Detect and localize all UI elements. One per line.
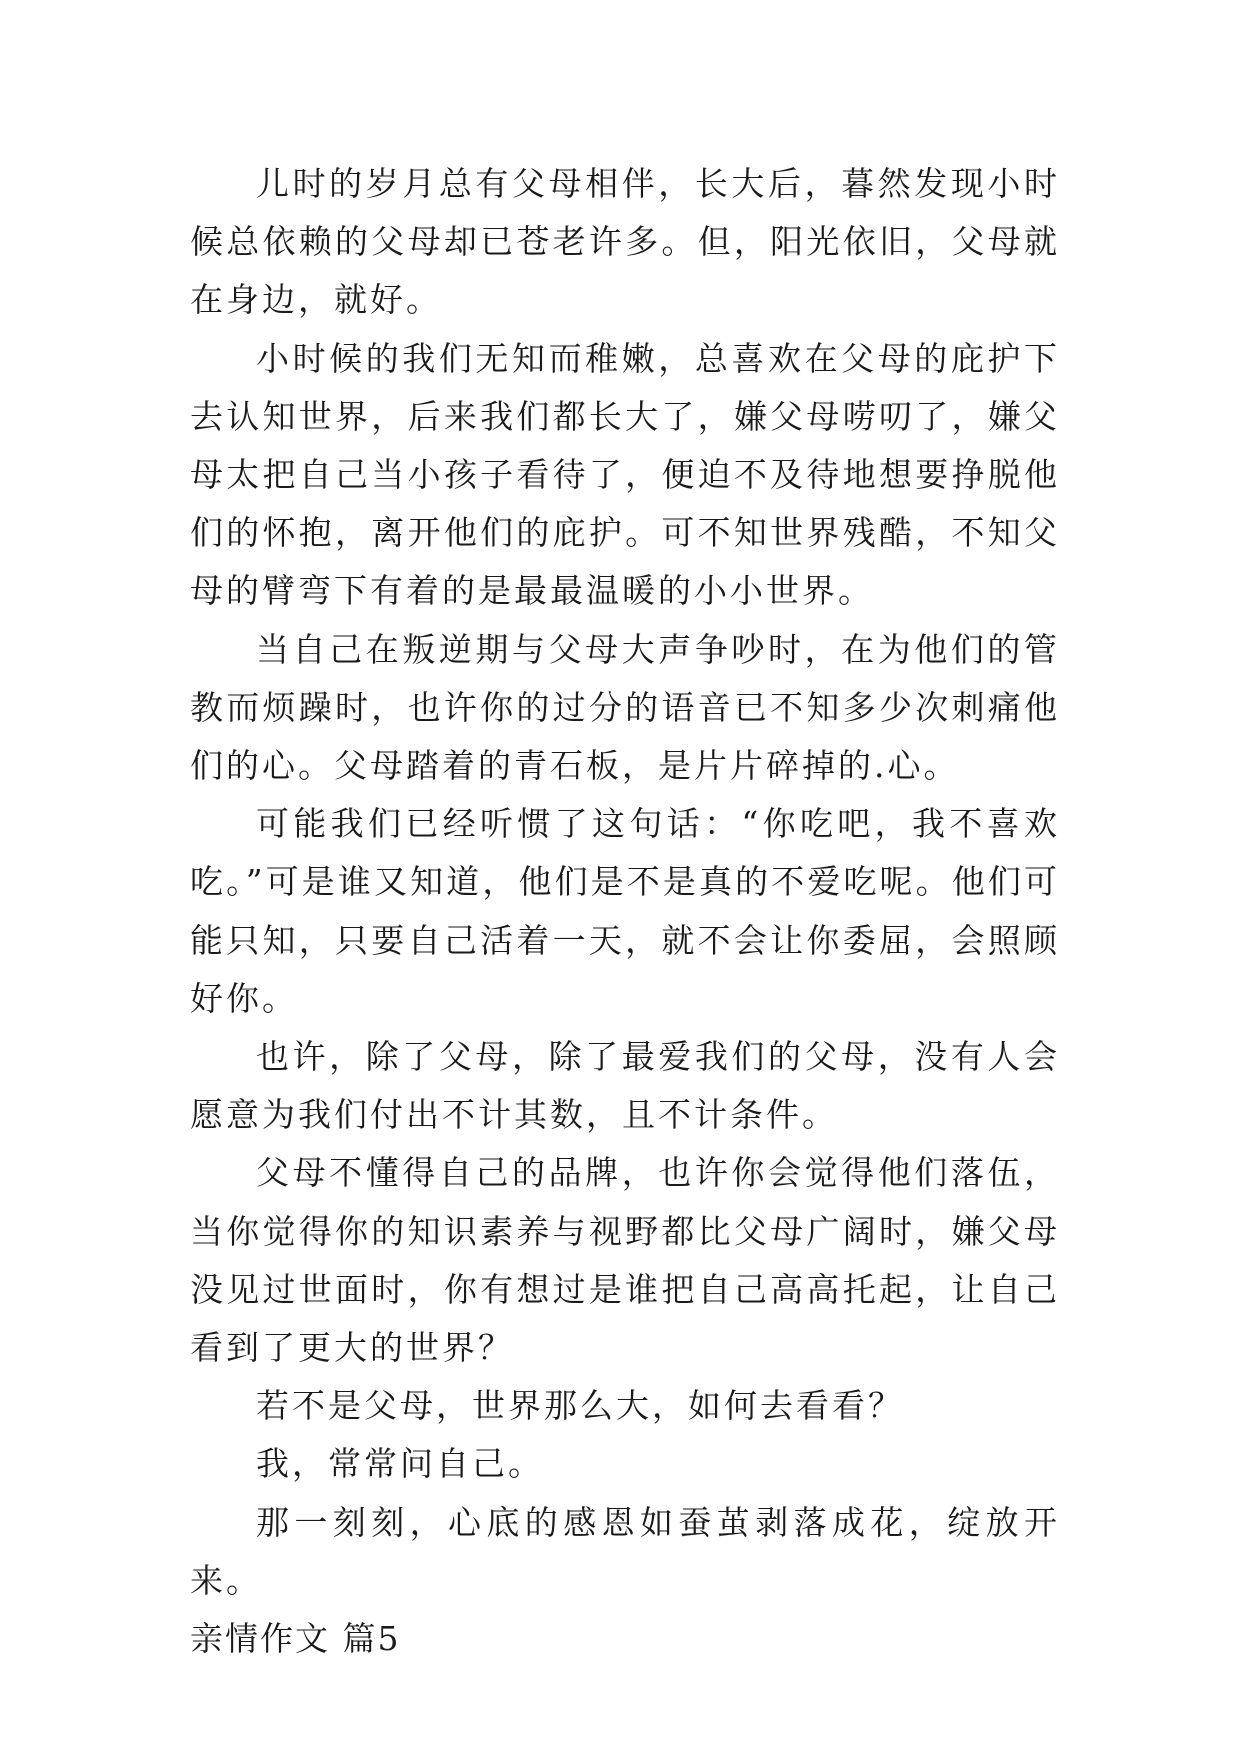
paragraph-6: 父母不懂得自己的品牌，也许你会觉得他们落伍，当你觉得你的知识素养与视野都比父母广阔时，嫌父母没见过世面时，你有想过是谁把自己高高托起，让自己看到了更大的世界？ [190, 1153, 1060, 1368]
paragraph-9: 那一刻刻，心底的感恩如蚕茧剥落成花，绽放开来。 [190, 1502, 1060, 1600]
paragraph-8: 我，常常问自己。 [256, 1444, 544, 1484]
section-heading: 亲情作文 篇5 [190, 1619, 401, 1659]
paragraph-5: 也许，除了父母，除了最爱我们的父母，没有人会愿意为我们付出不计其数，且不计条件。 [190, 1037, 1060, 1135]
paragraph-1: 儿时的岁月总有父母相伴，长大后，暮然发现小时候总依赖的父母却已苍老许多。但，阳光依旧，父母就在身边，就好。 [190, 164, 1060, 320]
paragraph-2: 小时候的我们无知而稚嫩，总喜欢在父母的庇护下去认知世界，后来我们都长大了，嫌父母唠叨了，嫌父母太把自己当小孩子看待了，便迫不及待地想要挣脱他们的怀抱，离开他们的庇护。可不知世界残酷，不知父母的臂弯下有着的是最最温暖的小小世界。 [190, 338, 1060, 611]
paragraph-7: 若不是父母，世界那么大，如何去看看？ [256, 1386, 904, 1426]
essay-body [190, 155, 1060, 1668]
paragraph-4: 可能我们已经听惯了这句话：“你吃吧，我不喜欢吃。”可是谁又知道，他们是不是真的不爱吃呢。他们可能只知，只要自己活着一天，就不会让你委屈，会照顾好你。 [190, 804, 1060, 1018]
paragraph-3: 当自己在叛逆期与父母大声争吵时，在为他们的管教而烦躁时，也许你的过分的语音已不知多少次刺痛他们的心。父母踏着的青石板，是片片碎掉的.心。 [190, 629, 1060, 786]
